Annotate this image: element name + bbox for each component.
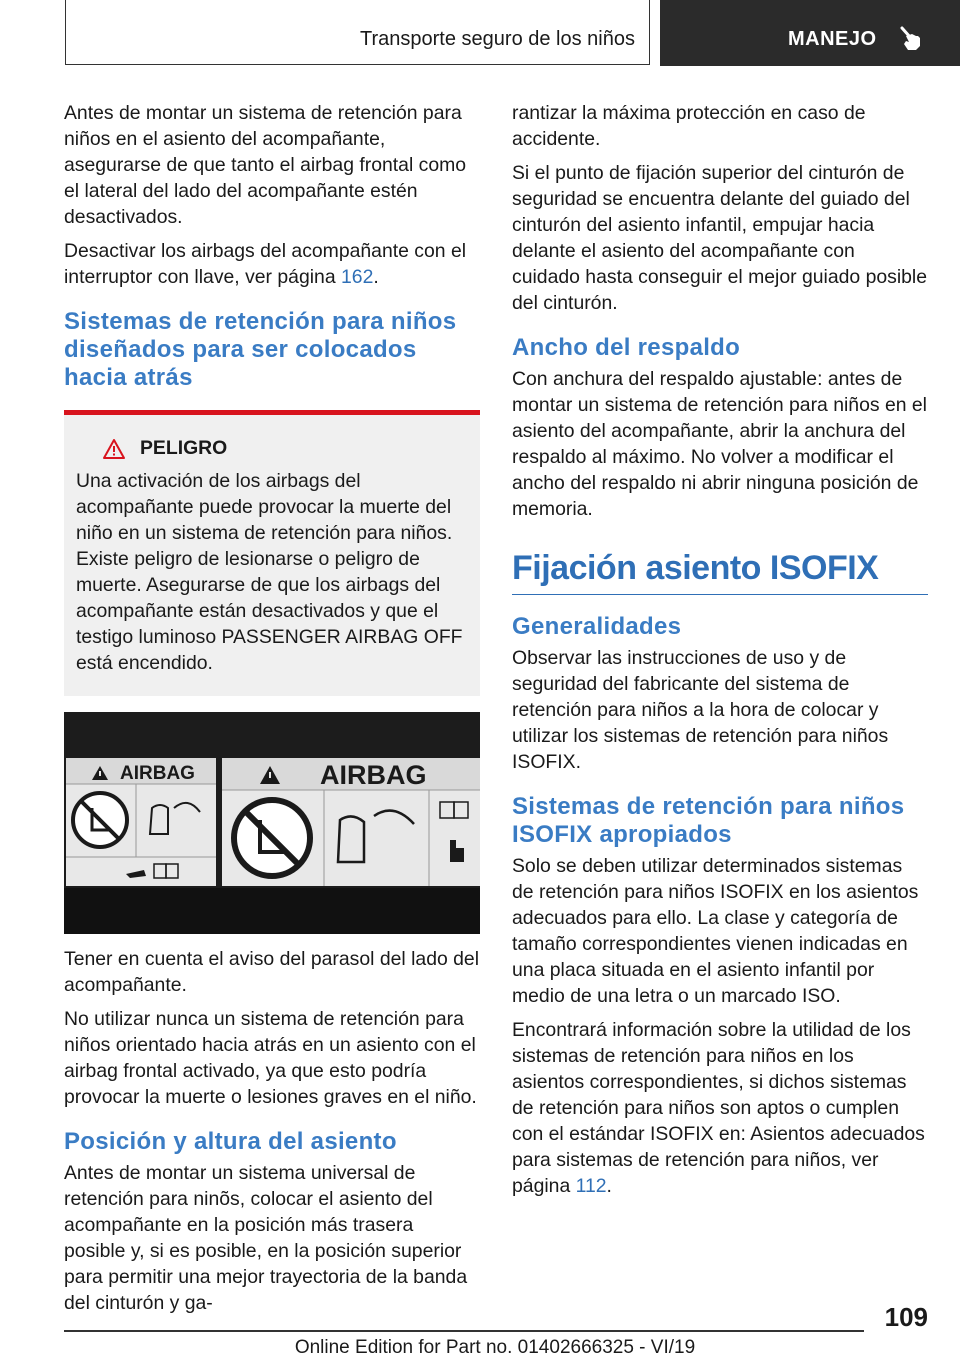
section-title: Transporte seguro de los niños xyxy=(360,28,635,50)
paragraph: Si el punto de fijación superior del cinturón de seguridad se encuentra delante del guiado del cinturón del asiento infantil, empujar hacia delante el asiento del acompañante con cuidado hasta conseguir el mejor guiado posible del cinturón. xyxy=(512,162,928,314)
heading-seat-position: Posición y altura del asiento xyxy=(64,1128,397,1155)
right-column xyxy=(512,100,928,1207)
airbag-label-image xyxy=(64,712,480,934)
left-column xyxy=(64,100,480,1324)
paragraph: Solo se deben utilizar determinados sistemas de retención para niños ISOFIX en los asientos adecuados para ello. La clase y categoría de tamaño correspondientes vienen indicadas en una placa situada en el asiento infantil por medio de una letra o un marcado ISO. xyxy=(512,855,919,1007)
airbag-label-large-text: AIRBAG xyxy=(320,760,427,790)
paragraph: Antes de montar un sistema universal de retención para ninõs, colocar el asiento del acompañante en la posición más trasera posible y, si es posible, en la posición superior para permitir una mejor trayectoria de la banda del cinturón y ga- xyxy=(64,1162,468,1314)
heading-isofix: Fijación asiento ISOFIX xyxy=(512,548,928,595)
page-link-162[interactable]: 162 xyxy=(341,266,374,288)
danger-text: Una activación de los airbags del acompañante puede provocar la muerte del niño en un sistema de retención para niños. Existe peligro de lesionarse o peligro de muerte. Asegurarse de que los airbags del acompañante están desactivados y que el testigo luminoso PASSENGER AIRBAG OFF está encendido. xyxy=(76,470,463,674)
heading-isofix-appropriate: Sistemas de retención para niños ISOFIX apropiados xyxy=(512,793,905,848)
paragraph-text: Desactivar los airbags del acompañante con el interruptor con llave, ver página xyxy=(64,240,467,288)
section-header-box xyxy=(65,0,650,65)
danger-box xyxy=(64,415,480,696)
paragraph: Antes de montar un sistema de retención para niños en el asiento del acompañante, asegurarse de que tanto el airbag frontal como el lateral del lado del acompañante estén desactivados. xyxy=(64,102,467,228)
page-link-112[interactable]: 112 xyxy=(575,1175,607,1197)
danger-title-row xyxy=(102,437,468,460)
paragraph: Con anchura del respaldo ajustable: antes de montar un sistema de retención para niños en el asiento del acompañante, abrir la anchura del respaldo al máximo. No volver a modificar el ancho del respaldo ni abrir ninguna posición de memoria. xyxy=(512,368,927,520)
paragraph-end: . xyxy=(373,266,379,288)
paragraph-with-link xyxy=(512,1017,928,1199)
paragraph: rantizar la máxima protección en caso de accidente. xyxy=(512,102,866,150)
chapter-tab-label: MANEJO xyxy=(788,28,877,50)
chapter-tab[interactable] xyxy=(660,0,960,66)
heading-rear-facing: Sistemas de retención para niños diseñados para ser colocados hacia atrás xyxy=(64,308,457,391)
footer-edition: Online Edition for Part no. 01402666325 - VI/19 xyxy=(294,1337,696,1358)
paragraph: Tener en cuenta el aviso del parasol del lado del acompañante. xyxy=(64,948,480,996)
paragraph-end: . xyxy=(606,1175,612,1197)
paragraph: Observar las instrucciones de uso y de seguridad del fabricante del sistema de retención para niños a la hora de colocar y utilizar los sistemas de retención para niños ISOFIX. xyxy=(512,647,889,773)
paragraph-text: Encontrará información sobre la utilidad de los sistemas de retención para niños en los asientos correspondientes, si dichos sistemas de retención para niños son aptos o cumplen con el estándar ISOFIX en: Asientos adecuados para sistemas de retención para niños, ver página xyxy=(512,1019,925,1197)
hand-pointer-icon xyxy=(896,24,924,52)
page-header xyxy=(0,0,960,66)
heading-general: Generalidades xyxy=(512,613,682,640)
airbag-label-photo xyxy=(64,712,480,934)
warning-triangle-icon xyxy=(102,438,126,460)
danger-title: PELIGRO xyxy=(140,437,228,459)
paragraph-with-link xyxy=(64,238,480,290)
page-number: 109 xyxy=(884,1302,928,1332)
heading-backrest-width: Ancho del respaldo xyxy=(512,334,741,361)
paragraph: No utilizar nunca un sistema de retención para niños orientado hacia atrás en un asiento con el airbag frontal activado, ya que esto podría provocar la muerte o lesiones graves en el niño. xyxy=(64,1008,477,1108)
airbag-label-small-text: AIRBAG xyxy=(120,763,195,784)
footer-divider xyxy=(64,1330,864,1332)
